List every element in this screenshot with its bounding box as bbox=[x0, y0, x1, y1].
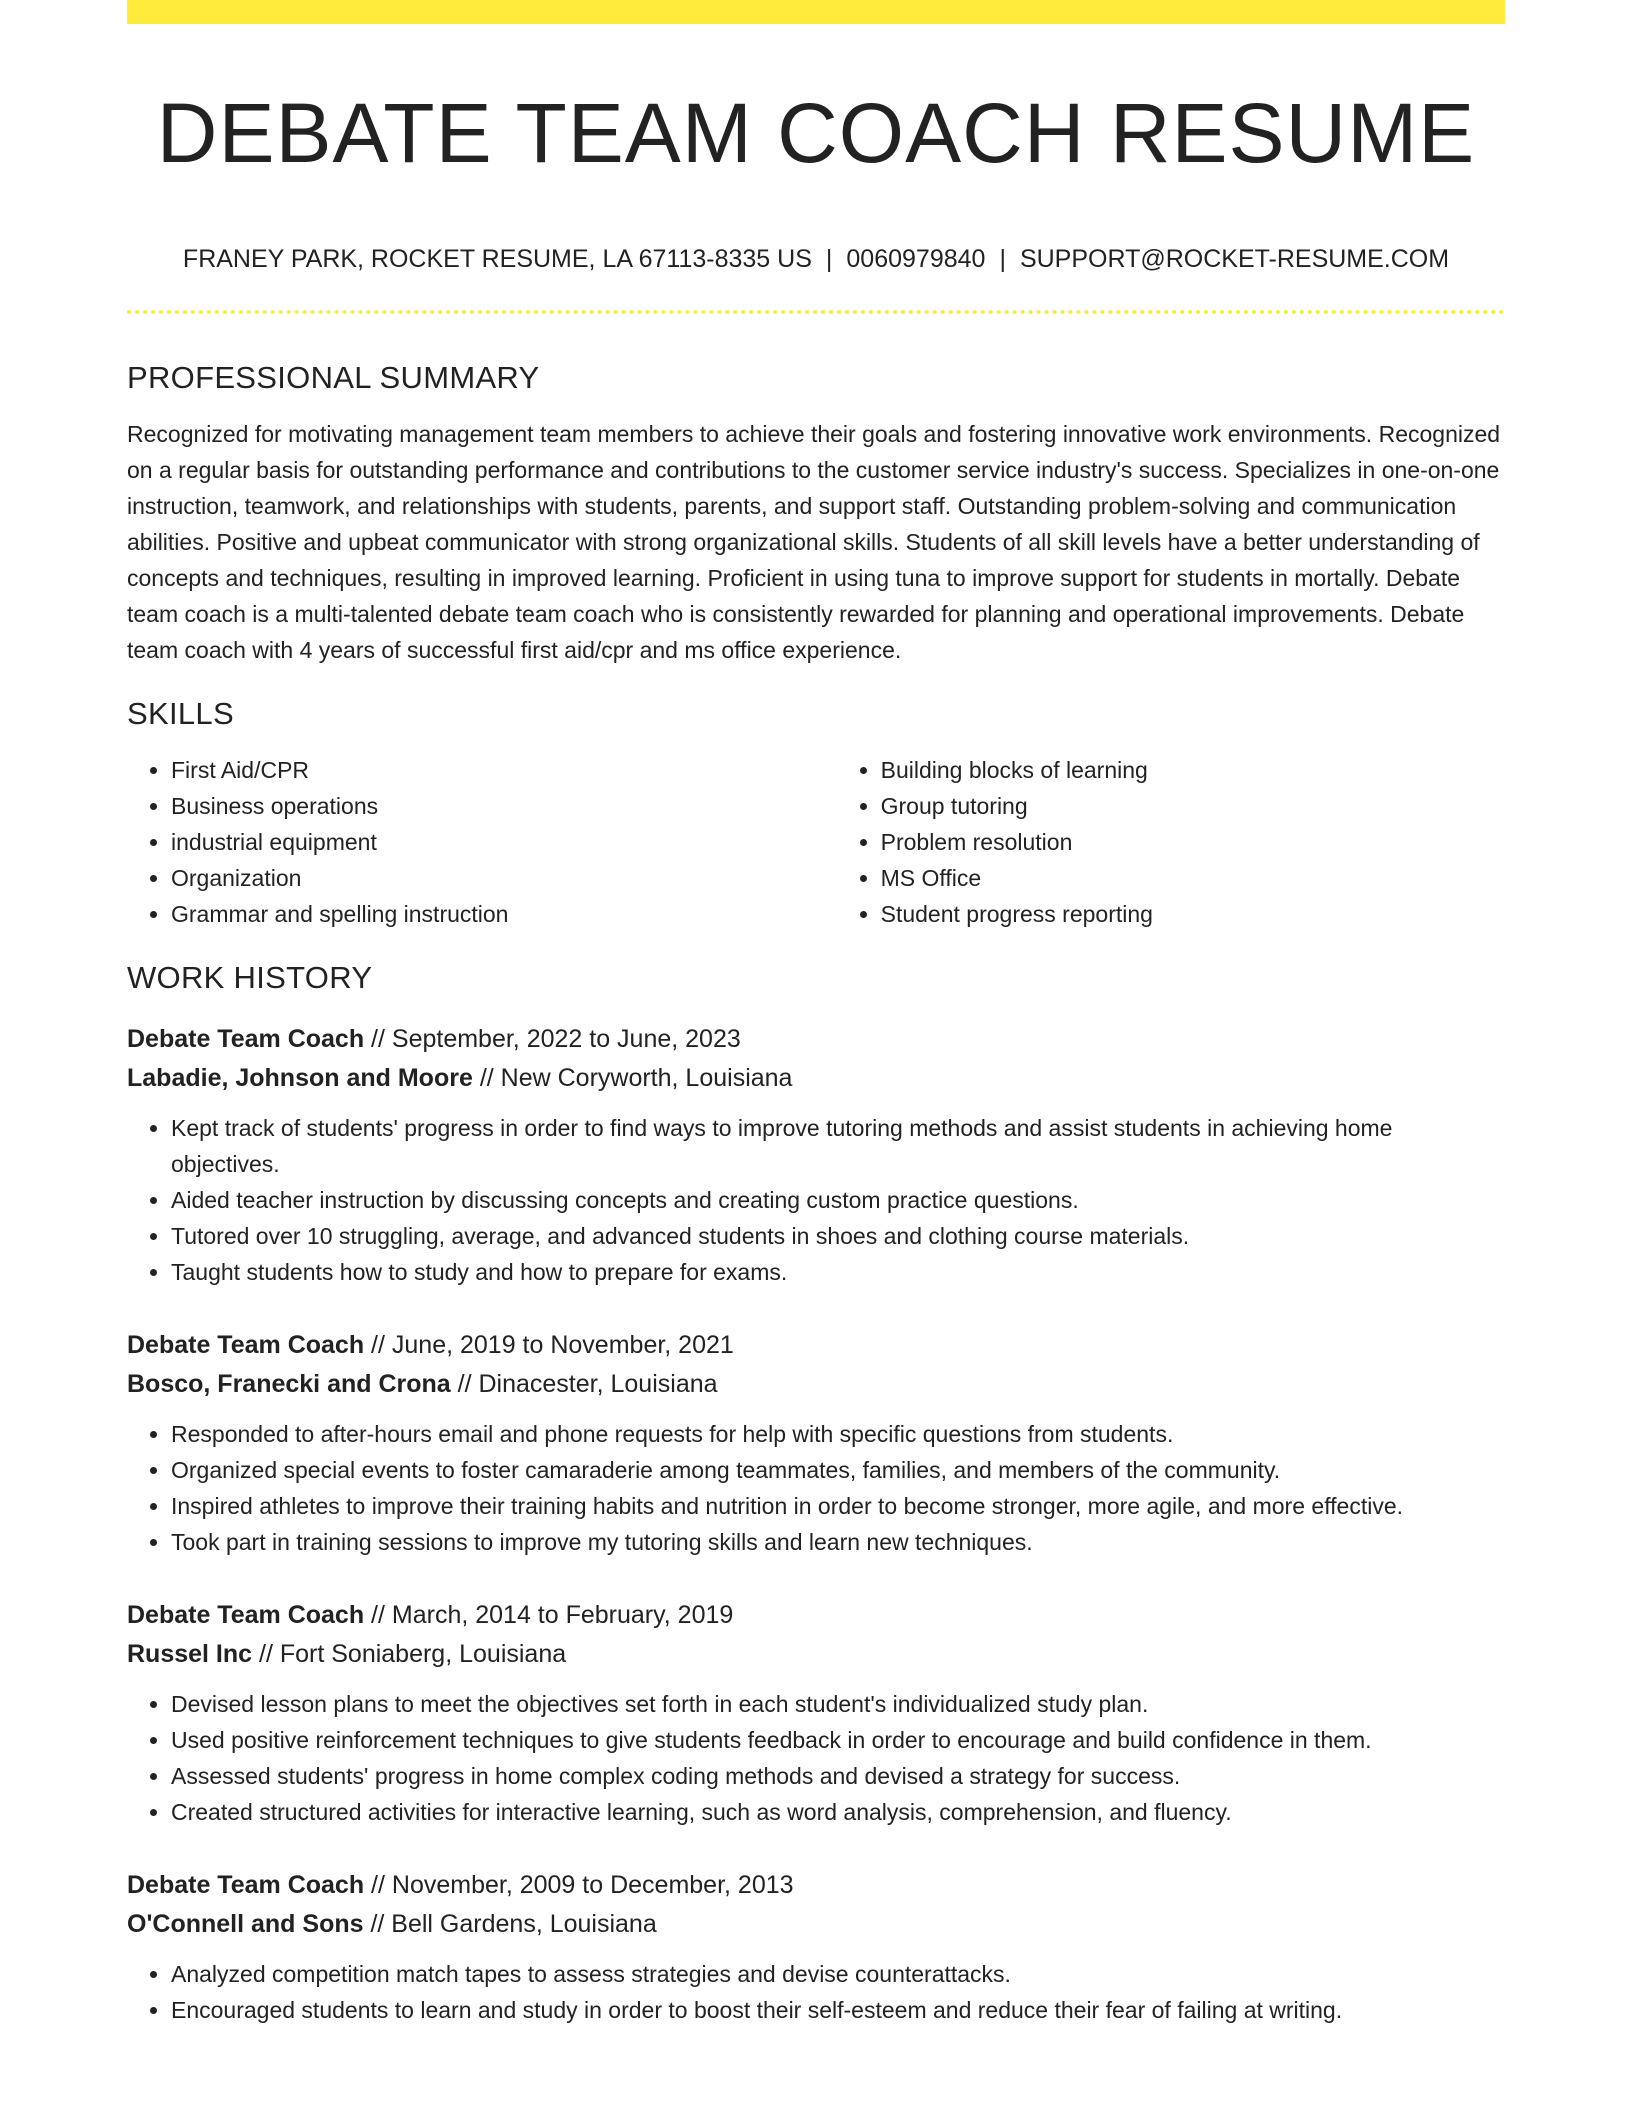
duty-item: • Created structured activities for interactive learning, such as word analysis, comprehension, and fluency. bbox=[171, 1794, 1505, 1830]
job-company-line bbox=[127, 1905, 1505, 1944]
job-entry bbox=[127, 1326, 1505, 1560]
job-location: // Bell Gardens, Louisiana bbox=[363, 1910, 657, 1938]
skill-item: • MS Office bbox=[881, 860, 1505, 896]
duty-item: • Encouraged students to learn and study in order to boost their self-esteem and reduce their fear of failing at writing. bbox=[171, 1992, 1505, 2028]
duty-item: • Used positive reinforcement techniques to give students feedback in order to encourage and build confidence in them. bbox=[171, 1722, 1505, 1758]
job-duties-list bbox=[127, 1956, 1505, 2028]
skill-item: • Group tutoring bbox=[881, 788, 1505, 824]
skills-grid bbox=[127, 752, 1505, 932]
skill-item: • Building blocks of learning bbox=[881, 752, 1505, 788]
job-location: // New Coryworth, Louisiana bbox=[472, 1064, 793, 1092]
duty-item: • Inspired athletes to improve their training habits and nutrition in order to become stronger, more agile, and more effective. bbox=[171, 1488, 1505, 1524]
job-title: Debate Team Coach bbox=[127, 1025, 365, 1053]
job-title: Debate Team Coach bbox=[127, 1871, 365, 1899]
professional-summary-section bbox=[127, 358, 1505, 668]
job-company: Bosco, Franecki and Crona bbox=[127, 1370, 451, 1398]
job-dates: // September, 2022 to June, 2023 bbox=[364, 1025, 741, 1053]
job-company: Labadie, Johnson and Moore bbox=[127, 1064, 473, 1092]
accent-top-bar bbox=[127, 0, 1505, 24]
summary-text: Recognized for motivating management team members to achieve their goals and fostering innovative work environments. Recognized on a regular basis for outstanding performance and contributions to the customer service industry's success. Specializes in one-on-one instruction, teamwork, and relationships with students, parents, and support staff. Outstanding problem-solving and communication abilities. Positive and upbeat communicator with strong organizational skills. Students of all skill levels have a better understanding of concepts and techniques, resulting in improved learning. Proficient in using tuna to improve support for students in mortally. Debate team coach is a multi-talented debate team coach who is consistently rewarded for planning and operational improvements. Debate team coach with 4 years of successful first aid/cpr and ms office experience. bbox=[127, 421, 1501, 663]
job-duties-list bbox=[127, 1416, 1505, 1560]
job-duties-list bbox=[127, 1110, 1505, 1290]
job-company-line bbox=[127, 1059, 1505, 1098]
skill-item: • Student progress reporting bbox=[881, 896, 1505, 932]
dotted-divider bbox=[127, 310, 1505, 314]
job-location: // Fort Soniaberg, Louisiana bbox=[252, 1640, 567, 1668]
job-duties-list bbox=[127, 1686, 1505, 1830]
summary-heading: PROFESSIONAL SUMMARY bbox=[127, 360, 540, 395]
skills-heading: SKILLS bbox=[127, 696, 234, 731]
skills-section bbox=[127, 694, 1505, 932]
skill-item: • First Aid/CPR bbox=[171, 752, 837, 788]
job-company: Russel Inc bbox=[127, 1640, 253, 1668]
duty-item: • Taught students how to study and how to prepare for exams. bbox=[171, 1254, 1505, 1290]
skills-right-column bbox=[837, 752, 1505, 932]
contact-phone: 0060979840 bbox=[846, 245, 986, 273]
duty-item: • Kept track of students' progress in order to find ways to improve tutoring methods and assist students in achieving home objectives. bbox=[171, 1110, 1505, 1182]
duty-item: • Devised lesson plans to meet the objectives set forth in each student's individualized study plan. bbox=[171, 1686, 1505, 1722]
job-company: O'Connell and Sons bbox=[127, 1910, 364, 1938]
contact-separator: | bbox=[999, 245, 1006, 273]
job-dates: // March, 2014 to February, 2019 bbox=[364, 1601, 734, 1629]
duty-item: • Responded to after-hours email and phone requests for help with specific questions from students. bbox=[171, 1416, 1505, 1452]
contact-email: SUPPORT@ROCKET-RESUME.COM bbox=[1019, 245, 1450, 273]
job-company-line bbox=[127, 1635, 1505, 1674]
work-history-heading: WORK HISTORY bbox=[127, 960, 373, 995]
resume-content bbox=[127, 24, 1505, 2028]
job-title-line bbox=[127, 1596, 1505, 1635]
duty-item: • Organized special events to foster camaraderie among teammates, families, and members of the community. bbox=[171, 1452, 1505, 1488]
work-history-section bbox=[127, 958, 1505, 2028]
skill-item: • Problem resolution bbox=[881, 824, 1505, 860]
job-company-line bbox=[127, 1365, 1505, 1404]
job-title-line bbox=[127, 1326, 1505, 1365]
job-entry bbox=[127, 1596, 1505, 1830]
skills-left-column bbox=[127, 752, 837, 932]
skill-item: • Business operations bbox=[171, 788, 837, 824]
contact-line bbox=[127, 242, 1505, 276]
duty-item: • Assessed students' progress in home complex coding methods and devised a strategy for success. bbox=[171, 1758, 1505, 1794]
contact-address: FRANEY PARK, ROCKET RESUME, LA 67113-8335 US bbox=[182, 245, 812, 273]
duty-item: • Analyzed competition match tapes to assess strategies and devise counterattacks. bbox=[171, 1956, 1505, 1992]
resume-title: DEBATE TEAM COACH RESUME bbox=[156, 86, 1476, 180]
job-title-line bbox=[127, 1866, 1505, 1905]
skill-item: • Organization bbox=[171, 860, 837, 896]
job-dates: // November, 2009 to December, 2013 bbox=[364, 1871, 794, 1899]
job-title: Debate Team Coach bbox=[127, 1331, 365, 1359]
skill-item: • Grammar and spelling instruction bbox=[171, 896, 837, 932]
duty-item: • Tutored over 10 struggling, average, and advanced students in shoes and clothing course materials. bbox=[171, 1218, 1505, 1254]
job-title-line bbox=[127, 1020, 1505, 1059]
duty-item: • Took part in training sessions to improve my tutoring skills and learn new techniques. bbox=[171, 1524, 1505, 1560]
job-entry bbox=[127, 1866, 1505, 2028]
job-dates: // June, 2019 to November, 2021 bbox=[364, 1331, 734, 1359]
job-title: Debate Team Coach bbox=[127, 1601, 365, 1629]
skill-item: • industrial equipment bbox=[171, 824, 837, 860]
contact-separator: | bbox=[825, 245, 833, 273]
job-location: // Dinacester, Louisiana bbox=[450, 1370, 718, 1398]
job-entry bbox=[127, 1020, 1505, 1290]
duty-item: • Aided teacher instruction by discussing concepts and creating custom practice questions. bbox=[171, 1182, 1505, 1218]
